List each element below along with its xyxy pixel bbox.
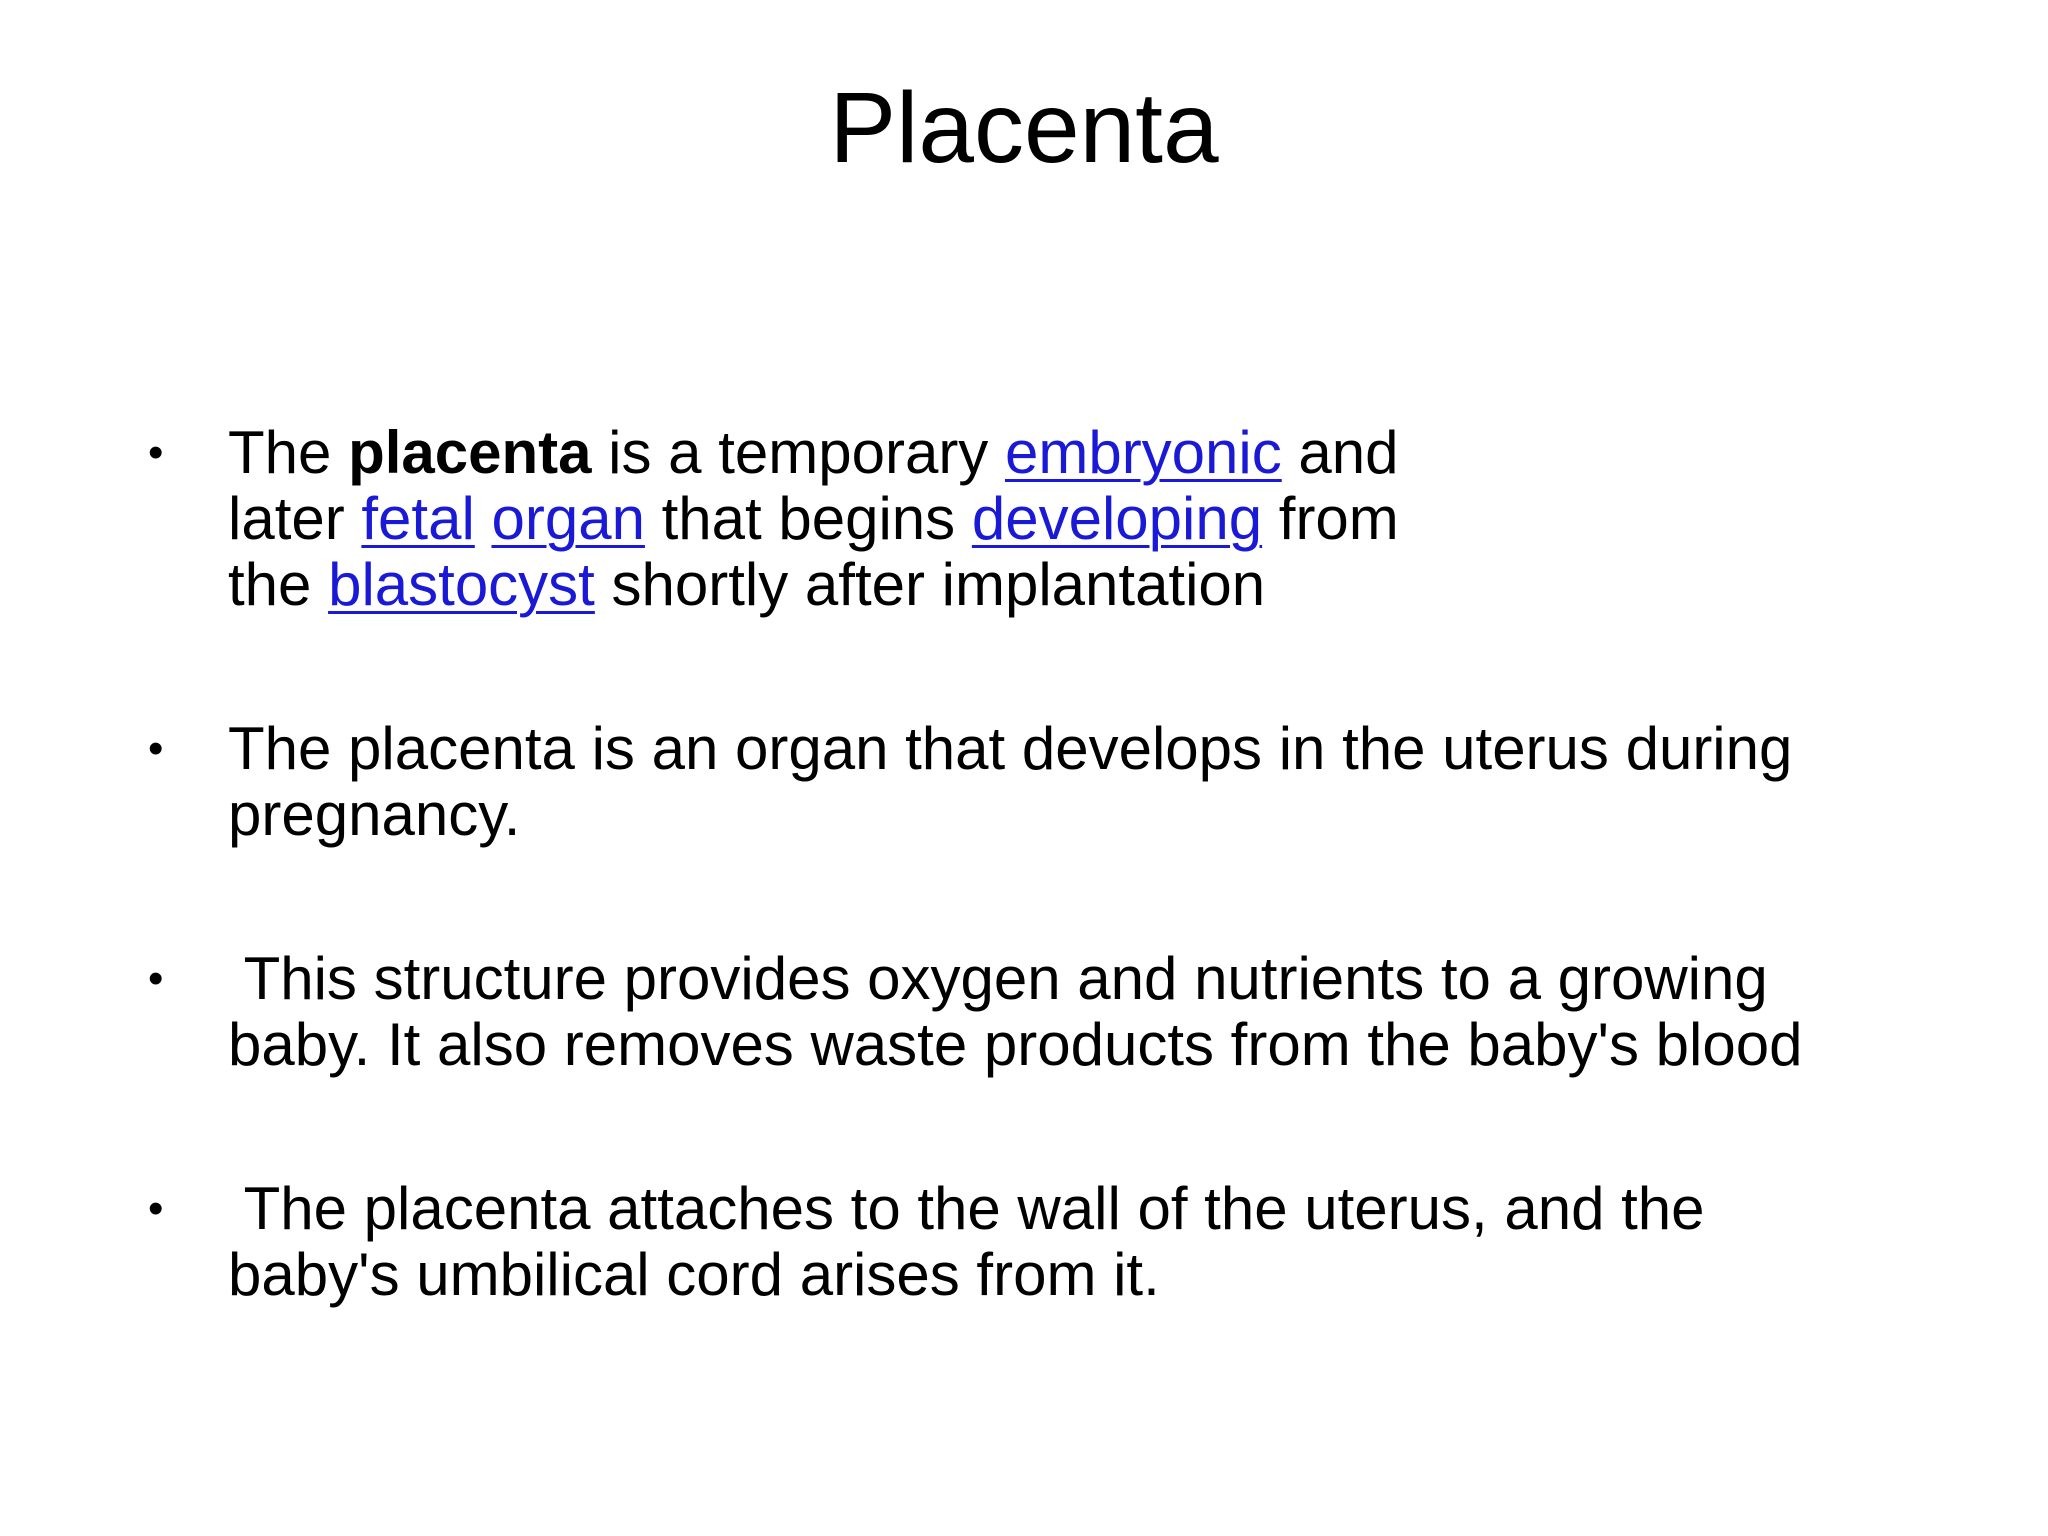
bullet-line: baby. It also removes waste products from the baby's blood — [228, 1011, 1803, 1078]
slide-title: Placenta — [829, 72, 1219, 184]
bullet-line — [228, 420, 1948, 486]
bullet-line: The placenta attaches to the wall of the uterus, and the — [228, 1175, 1705, 1242]
bullet-item — [148, 420, 1948, 618]
bullet-item — [148, 716, 1948, 848]
text-segment: from — [1262, 485, 1399, 552]
bullet-line — [228, 552, 1948, 618]
bullet-item — [148, 946, 1948, 1078]
text-segment: that begins — [644, 485, 972, 552]
bold-term-placenta: placenta — [348, 419, 592, 486]
link-developing[interactable]: developing — [971, 485, 1263, 552]
bullet-line — [228, 486, 1948, 552]
bullet-item — [148, 1176, 1948, 1308]
link-blastocyst[interactable]: blastocyst — [328, 551, 595, 618]
bullet-icon: • — [148, 724, 164, 773]
text-segment: is a temporary — [591, 419, 1005, 486]
bullet-line: The placenta is an organ that develops in the uterus during — [228, 715, 1793, 782]
link-embryonic[interactable]: embryonic — [1004, 419, 1282, 486]
link-fetal[interactable]: fetal — [361, 485, 475, 552]
bullet-list — [148, 420, 1948, 1308]
bullet-icon: • — [148, 428, 164, 477]
link-organ[interactable]: organ — [491, 485, 645, 552]
bullet-icon: • — [148, 954, 164, 1003]
bullet-line: This structure provides oxygen and nutrients to a growing — [228, 945, 1768, 1012]
text-segment: The — [228, 419, 349, 486]
text-segment: later — [228, 485, 362, 552]
bullet-icon: • — [148, 1184, 164, 1233]
text-segment: the — [228, 551, 329, 618]
text-segment: shortly after implantation — [594, 551, 1266, 618]
text-segment: and — [1281, 419, 1399, 486]
text-segment — [475, 485, 492, 552]
bullet-line: baby's umbilical cord arises from it. — [228, 1241, 1160, 1308]
bullet-line: pregnancy. — [228, 781, 521, 848]
